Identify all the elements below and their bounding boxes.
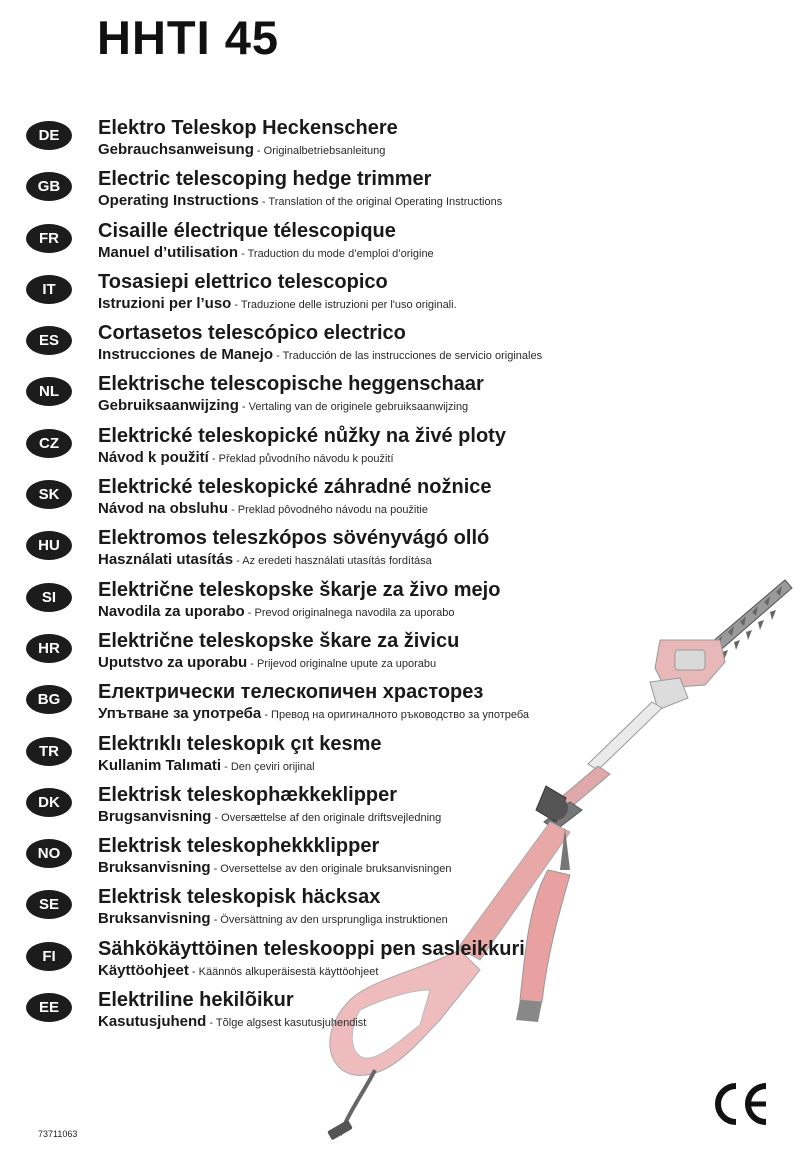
language-subtitle xyxy=(98,809,441,825)
language-badge: HU xyxy=(26,531,72,560)
language-subtitle xyxy=(98,450,394,466)
language-title: Tosasiepi elettrico telescopico xyxy=(98,270,388,293)
language-subtitle xyxy=(98,1014,366,1030)
language-badge: FI xyxy=(26,942,72,971)
language-row-fi xyxy=(0,933,808,984)
language-badge: GB xyxy=(26,172,72,201)
language-badge: NL xyxy=(26,377,72,406)
language-subtitle xyxy=(98,655,436,671)
language-badge: NO xyxy=(26,839,72,868)
language-badge: SI xyxy=(26,583,72,612)
language-badge: DK xyxy=(26,788,72,817)
manual-type: Manuel d’utilisation xyxy=(98,243,239,261)
language-title: Електрически телескопичен храсторез xyxy=(98,681,484,704)
translation-note: - Превод на оригиналното ръководство за употреба xyxy=(261,709,530,722)
language-row-bg xyxy=(0,676,808,727)
language-row-ee xyxy=(0,984,808,1035)
translation-note: - Tõlge algsest kasutusjuhendist xyxy=(206,1017,367,1030)
language-title: Elektrické teleskopické nůžky na živé ploty xyxy=(98,424,506,447)
translation-note: - Käännös alkuperäisestä käyttöohjeet xyxy=(188,965,379,978)
language-title: Električne teleskopske škarje za živo mejo xyxy=(98,578,501,601)
language-row-dk xyxy=(0,779,808,830)
language-row-se xyxy=(0,881,808,932)
manual-type: Istruzioni per l’uso xyxy=(98,294,232,312)
translation-note: - Originalbetriebsanleitung xyxy=(253,145,386,157)
language-title: Elektromos teleszkópos sövényvágó olló xyxy=(98,527,490,550)
language-badge: FR xyxy=(26,224,72,253)
translation-note: - Den çeviri orijinal xyxy=(221,760,315,773)
language-row-de xyxy=(0,112,808,163)
manual-type: Instrucciones de Manejo xyxy=(98,346,274,364)
manual-type: Käyttöohjeet xyxy=(98,961,189,979)
manual-type: Operating Instructions xyxy=(98,192,259,210)
language-row-fr xyxy=(0,215,808,266)
manual-type: Упътване за употреба xyxy=(98,705,262,723)
translation-note: - Preklad pôvodného návodu na použitie xyxy=(228,504,428,517)
language-subtitle xyxy=(98,501,428,517)
power-cable xyxy=(327,1070,375,1140)
language-subtitle xyxy=(98,604,454,620)
language-subtitle xyxy=(98,963,378,979)
language-row-hr xyxy=(0,625,808,676)
language-row-it xyxy=(0,266,808,317)
manual-type: Bruksanvisning xyxy=(98,910,211,928)
document-number: 73711063 xyxy=(38,1129,78,1139)
language-title: Cortasetos telescópico electrico xyxy=(98,322,406,345)
language-badge: IT xyxy=(26,275,72,304)
manual-type: Brugsanvisning xyxy=(98,807,212,825)
language-title: Electric telescoping hedge trimmer xyxy=(98,168,432,191)
manual-type: Navodila za uporabo xyxy=(98,602,245,620)
language-badge: TR xyxy=(26,737,72,766)
translation-note: - Překlad původního návodu k použití xyxy=(208,452,394,465)
manual-type: Návod k použití xyxy=(98,448,209,466)
language-subtitle xyxy=(98,245,434,261)
manual-type: Bruksanvisning xyxy=(98,859,211,877)
manual-type: Gebrauchsanweisung xyxy=(98,141,254,158)
translation-note: - Prevod originalnega navodila za uporabo xyxy=(244,606,455,619)
language-title: Elektriline hekilõikur xyxy=(98,989,294,1012)
translation-note: - Översättning av den ursprungliga instruktionen xyxy=(210,914,448,927)
language-badge: EE xyxy=(26,993,72,1022)
language-title: Elektrische telescopische heggenschaar xyxy=(98,373,484,396)
language-subtitle xyxy=(98,193,502,209)
manual-type: Használati utasítás xyxy=(98,551,234,569)
model-title: HHTI 45 xyxy=(97,11,279,64)
language-subtitle xyxy=(98,398,468,414)
translation-note: - Translation of the original Operating Instructions xyxy=(258,196,503,209)
manual-type: Kullanim Talımati xyxy=(98,756,222,774)
language-title: Elektrisk teleskophekkklipper xyxy=(98,835,380,858)
language-subtitle xyxy=(98,142,385,158)
language-row-tr xyxy=(0,728,808,779)
language-row-si xyxy=(0,574,808,625)
translation-note: - Traduzione delle istruzioni per l'uso originali. xyxy=(231,298,457,311)
translation-note: - Traducción de las instrucciones de servicio originales xyxy=(273,350,543,363)
language-badge: SE xyxy=(26,890,72,919)
translation-note: - Vertaling van de originele gebruiksaanwijzing xyxy=(238,401,469,414)
language-title: Cisaille électrique télescopique xyxy=(98,219,396,242)
language-subtitle xyxy=(98,552,432,568)
language-title: Elektrisk teleskophækkeklipper xyxy=(98,783,398,806)
language-subtitle xyxy=(98,758,315,774)
language-title: Elektrıklı teleskopık çıt kesme xyxy=(98,732,382,755)
language-badge: DE xyxy=(26,121,72,150)
language-row-gb xyxy=(0,163,808,214)
language-title: Elektrisk teleskopisk häcksax xyxy=(98,886,381,909)
language-title: Elektro Teleskop Heckenschere xyxy=(98,117,398,139)
language-row-nl xyxy=(0,368,808,419)
language-list xyxy=(0,112,808,1035)
manual-type: Uputstvo za uporabu xyxy=(98,653,248,671)
language-subtitle xyxy=(98,347,542,363)
language-title: Elektrické teleskopické záhradné nožnice xyxy=(98,476,492,499)
language-row-hu xyxy=(0,522,808,573)
language-title: Električne teleskopske škare za živicu xyxy=(98,629,460,652)
manual-type: Návod na obsluhu xyxy=(98,500,229,518)
manual-type: Kasutusjuhend xyxy=(98,1013,207,1031)
translation-note: - Prijevod originalne upute za uporabu xyxy=(247,657,437,670)
language-subtitle xyxy=(98,706,529,722)
language-badge: SK xyxy=(26,480,72,509)
language-badge: HR xyxy=(26,634,72,663)
translation-note: - Traduction du mode d’emploi d’origine xyxy=(238,247,434,260)
language-subtitle xyxy=(98,296,457,312)
language-row-sk xyxy=(0,471,808,522)
language-subtitle xyxy=(98,860,451,876)
language-row-cz xyxy=(0,420,808,471)
language-badge: CZ xyxy=(26,429,72,458)
language-row-no xyxy=(0,830,808,881)
translation-note: - Oversettelse av den originale bruksanvisningen xyxy=(210,863,452,876)
manual-type: Gebruiksaanwijzing xyxy=(98,397,239,415)
language-title: Sähkökäyttöinen teleskooppi pen sasleikkuri xyxy=(98,937,525,960)
language-subtitle xyxy=(98,911,448,927)
language-row-es xyxy=(0,317,808,368)
language-badge: BG xyxy=(26,685,72,714)
ce-mark-icon xyxy=(712,1082,770,1126)
translation-note: - Az eredeti használati utasítás fordítása xyxy=(233,555,432,568)
translation-note: - Oversættelse af den originale driftsvejledning xyxy=(211,811,442,824)
language-badge: ES xyxy=(26,326,72,355)
